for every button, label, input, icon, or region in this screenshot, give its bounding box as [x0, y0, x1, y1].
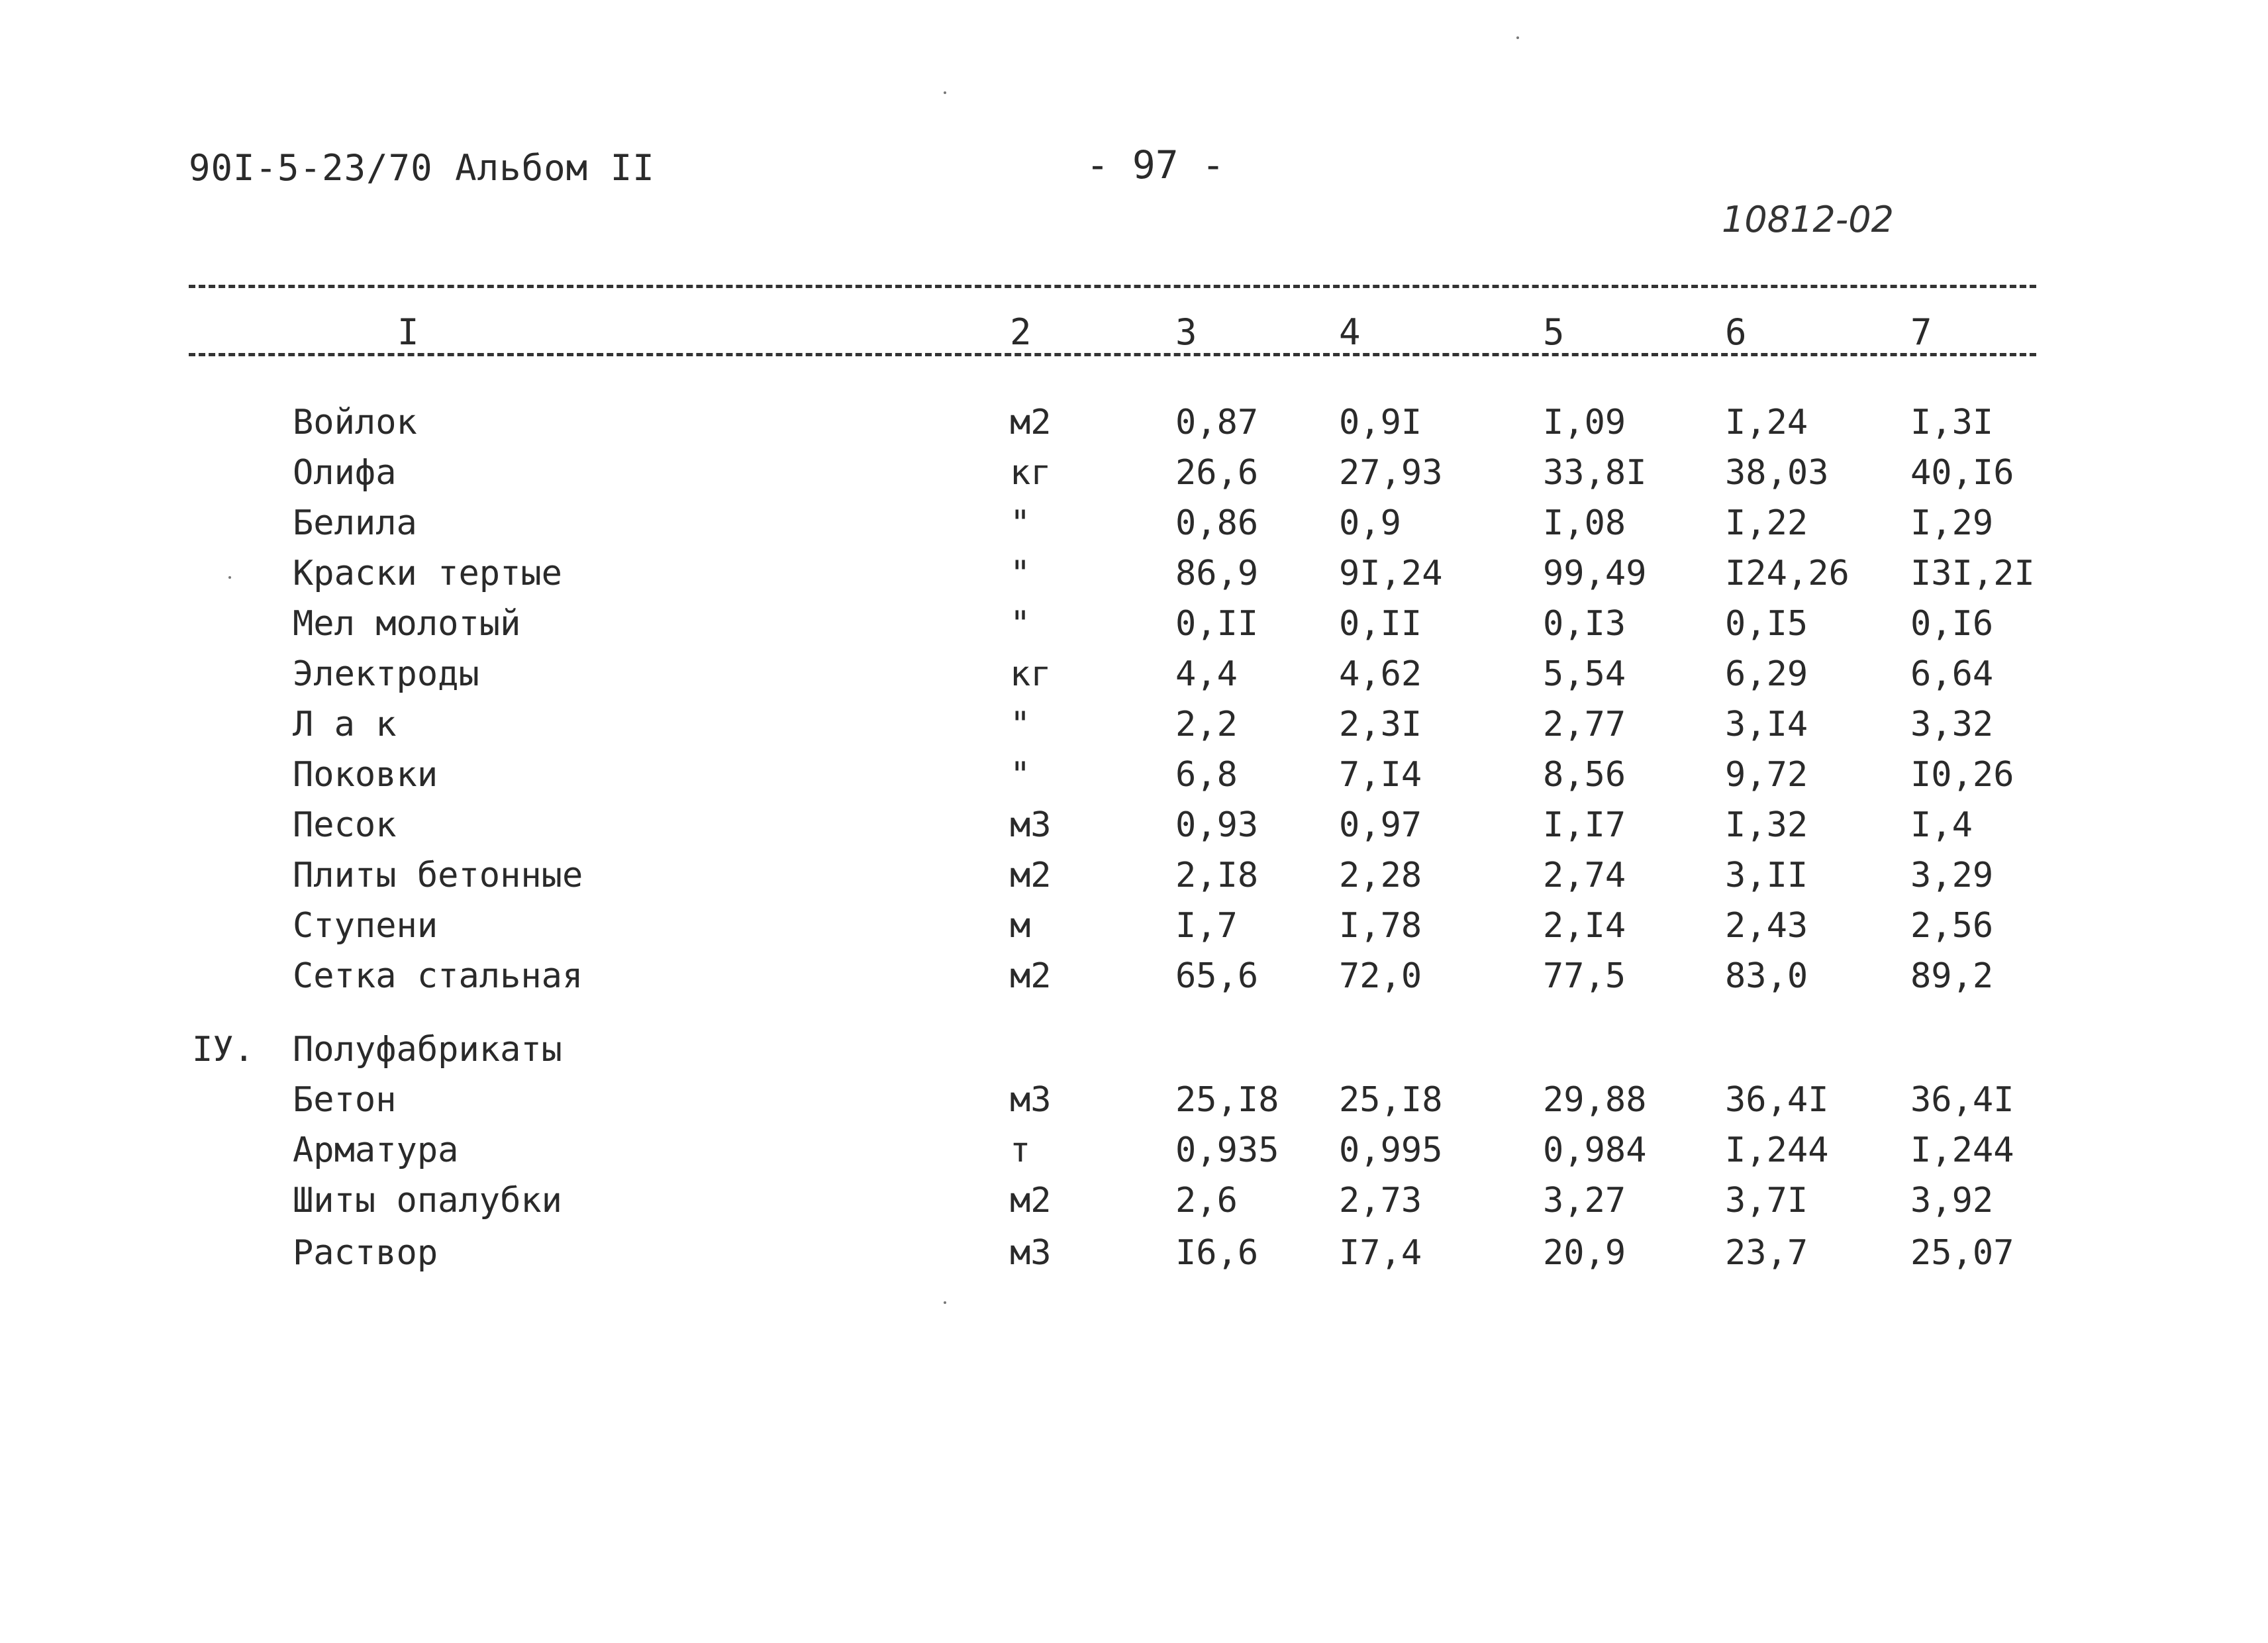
row-value-col-3: 0,86 — [1175, 503, 1259, 543]
row-section-number: IУ. — [192, 1030, 254, 1070]
row-value-col-6: I,32 — [1725, 805, 1808, 845]
row-unit: м2 — [1010, 856, 1052, 895]
table-row — [0, 1030, 2268, 1076]
row-material-name: Белила — [293, 503, 417, 543]
row-value-col-7: I,29 — [1910, 503, 1994, 543]
row-value-col-4: I,78 — [1339, 906, 1422, 946]
row-unit: м3 — [1010, 805, 1052, 845]
row-value-col-3: 86,9 — [1175, 554, 1259, 593]
row-value-col-7: I3I,2I — [1910, 554, 2035, 593]
row-value-col-4: 2,28 — [1339, 856, 1422, 895]
row-value-col-6: 3,II — [1725, 856, 1808, 895]
row-value-col-5: 5,54 — [1543, 654, 1626, 694]
row-material-name: Олифа — [293, 453, 397, 493]
row-value-col-5: I,I7 — [1543, 805, 1626, 845]
row-material-name: Краски тертые — [293, 554, 562, 593]
row-unit: м3 — [1010, 1233, 1052, 1273]
row-value-col-6: 9,72 — [1725, 755, 1808, 795]
row-material-name: Поковки — [293, 755, 438, 795]
row-value-col-6: I,244 — [1725, 1130, 1829, 1170]
row-value-col-6: I,24 — [1725, 403, 1808, 442]
row-value-col-5: 8,56 — [1543, 755, 1626, 795]
row-unit: м2 — [1010, 1181, 1052, 1220]
row-value-col-3: 2,6 — [1175, 1181, 1238, 1220]
row-value-col-4: 0,II — [1339, 604, 1422, 644]
archive-number: 10812-02 — [1722, 199, 1894, 240]
row-unit: м — [1010, 906, 1031, 946]
row-value-col-7: 40,I6 — [1910, 453, 2014, 493]
row-unit: т — [1010, 1130, 1031, 1170]
row-value-col-7: 6,64 — [1910, 654, 1994, 694]
table-row — [0, 705, 2268, 751]
row-material-name: Раствор — [293, 1233, 438, 1273]
row-material-name: Арматура — [293, 1130, 459, 1170]
row-value-col-4: I7,4 — [1339, 1233, 1422, 1273]
row-value-col-5: 3,27 — [1543, 1181, 1626, 1220]
row-unit: " — [1010, 503, 1031, 543]
row-value-col-4: 2,3I — [1339, 705, 1422, 744]
row-unit: м2 — [1010, 403, 1052, 442]
table-row — [0, 403, 2268, 449]
row-value-col-3: 2,2 — [1175, 705, 1238, 744]
row-value-col-5: 29,88 — [1543, 1080, 1647, 1120]
row-value-col-4: 0,97 — [1339, 805, 1422, 845]
row-value-col-3: 0,93 — [1175, 805, 1259, 845]
row-value-col-4: 7,I4 — [1339, 755, 1422, 795]
row-value-col-7: 0,I6 — [1910, 604, 1994, 644]
row-value-col-6: 83,0 — [1725, 956, 1808, 996]
row-value-col-7: 3,29 — [1910, 856, 1994, 895]
row-value-col-5: 20,9 — [1543, 1233, 1626, 1273]
row-value-col-5: 0,I3 — [1543, 604, 1626, 644]
row-value-col-3: 26,6 — [1175, 453, 1259, 493]
row-value-col-7: 3,32 — [1910, 705, 1994, 744]
row-value-col-3: 0,II — [1175, 604, 1259, 644]
row-value-col-3: I,7 — [1175, 906, 1238, 946]
table-row — [0, 906, 2268, 952]
row-value-col-7: I,4 — [1910, 805, 1973, 845]
row-value-col-4: 0,995 — [1339, 1130, 1443, 1170]
table-row — [0, 503, 2268, 550]
row-unit: " — [1010, 604, 1031, 644]
col-header-4: 4 — [1339, 311, 1361, 353]
row-value-col-4: 4,62 — [1339, 654, 1422, 694]
row-material-name: Войлок — [293, 403, 417, 442]
row-value-col-6: 2,43 — [1725, 906, 1808, 946]
table-row — [0, 554, 2268, 600]
row-value-col-6: 0,I5 — [1725, 604, 1808, 644]
row-value-col-7: 3,92 — [1910, 1181, 1994, 1220]
row-value-col-3: 25,I8 — [1175, 1080, 1279, 1120]
row-material-name: Плиты бетонные — [293, 856, 583, 895]
col-header-6: 6 — [1725, 311, 1747, 353]
row-unit: м3 — [1010, 1080, 1052, 1120]
col-header-1: I — [397, 311, 419, 353]
row-value-col-5: I,09 — [1543, 403, 1626, 442]
row-value-col-4: 25,I8 — [1339, 1080, 1443, 1120]
row-value-col-4: 0,9I — [1339, 403, 1422, 442]
row-value-col-4: 27,93 — [1339, 453, 1443, 493]
row-unit: " — [1010, 554, 1031, 593]
row-value-col-3: 65,6 — [1175, 956, 1259, 996]
table-row — [0, 1181, 2268, 1227]
row-value-col-3: 0,87 — [1175, 403, 1259, 442]
row-value-col-7: 25,07 — [1910, 1233, 2014, 1273]
row-value-col-6: 3,7I — [1725, 1181, 1808, 1220]
row-value-col-3: I6,6 — [1175, 1233, 1259, 1273]
row-value-col-5: 2,74 — [1543, 856, 1626, 895]
row-value-col-5: 0,984 — [1543, 1130, 1647, 1170]
row-value-col-4: 0,9 — [1339, 503, 1401, 543]
scan-speck — [228, 576, 231, 579]
col-header-5: 5 — [1543, 311, 1565, 353]
row-value-col-5: 2,I4 — [1543, 906, 1626, 946]
row-value-col-7: I,3I — [1910, 403, 1994, 442]
row-value-col-7: I,244 — [1910, 1130, 2014, 1170]
table-row — [0, 856, 2268, 902]
row-material-name: Электроды — [293, 654, 479, 694]
row-material-name: Сетка стальная — [293, 956, 583, 996]
row-value-col-4: 2,73 — [1339, 1181, 1422, 1220]
col-header-2: 2 — [1010, 311, 1032, 353]
row-value-col-7: 89,2 — [1910, 956, 1994, 996]
row-material-name: Ступени — [293, 906, 438, 946]
row-value-col-7: 36,4I — [1910, 1080, 2014, 1120]
row-value-col-6: 38,03 — [1725, 453, 1829, 493]
row-unit: м2 — [1010, 956, 1052, 996]
row-value-col-7: 2,56 — [1910, 906, 1994, 946]
row-value-col-6: 23,7 — [1725, 1233, 1808, 1273]
row-value-col-6: 6,29 — [1725, 654, 1808, 694]
row-value-col-3: 6,8 — [1175, 755, 1238, 795]
row-value-col-4: 72,0 — [1339, 956, 1422, 996]
row-value-col-3: 0,935 — [1175, 1130, 1279, 1170]
table-row — [0, 1130, 2268, 1177]
row-value-col-6: I24,26 — [1725, 554, 1849, 593]
row-value-col-5: 77,5 — [1543, 956, 1626, 996]
row-material-name: Песок — [293, 805, 397, 845]
row-value-col-6: 3,I4 — [1725, 705, 1808, 744]
row-material-name: Мел молотый — [293, 604, 521, 644]
page-number: - 97 - — [1086, 142, 1225, 187]
row-value-col-5: 99,49 — [1543, 554, 1647, 593]
row-value-col-3: 2,I8 — [1175, 856, 1259, 895]
row-value-col-6: I,22 — [1725, 503, 1808, 543]
row-unit: " — [1010, 705, 1031, 744]
row-unit: " — [1010, 755, 1031, 795]
row-unit: кг — [1010, 453, 1052, 493]
scan-speck — [944, 91, 946, 94]
row-value-col-6: 36,4I — [1725, 1080, 1829, 1120]
row-value-col-4: 9I,24 — [1339, 554, 1443, 593]
row-value-col-7: I0,26 — [1910, 755, 2014, 795]
table-row — [0, 604, 2268, 650]
table-row — [0, 654, 2268, 701]
table-row — [0, 1233, 2268, 1279]
row-value-col-5: I,08 — [1543, 503, 1626, 543]
row-material-name: Бетон — [293, 1080, 397, 1120]
row-material-name: Шиты опалубки — [293, 1181, 562, 1220]
row-unit: кг — [1010, 654, 1052, 694]
table-row — [0, 453, 2268, 499]
col-header-7: 7 — [1910, 311, 1932, 353]
row-value-col-3: 4,4 — [1175, 654, 1238, 694]
table-row — [0, 956, 2268, 1003]
col-header-3: 3 — [1175, 311, 1197, 353]
scan-speck — [1516, 36, 1519, 39]
row-material-name: Л а к — [293, 705, 397, 744]
table-row — [0, 755, 2268, 801]
table-header-rule — [189, 353, 2036, 356]
row-value-col-5: 33,8I — [1543, 453, 1647, 493]
table-row — [0, 1080, 2268, 1126]
row-material-name: Полуфабрикаты — [293, 1030, 562, 1070]
row-value-col-5: 2,77 — [1543, 705, 1626, 744]
table-top-rule — [189, 285, 2036, 288]
document-code: 90I-5-23/70 Альбом II — [189, 147, 655, 189]
scan-speck — [944, 1301, 946, 1304]
table-row — [0, 805, 2268, 852]
